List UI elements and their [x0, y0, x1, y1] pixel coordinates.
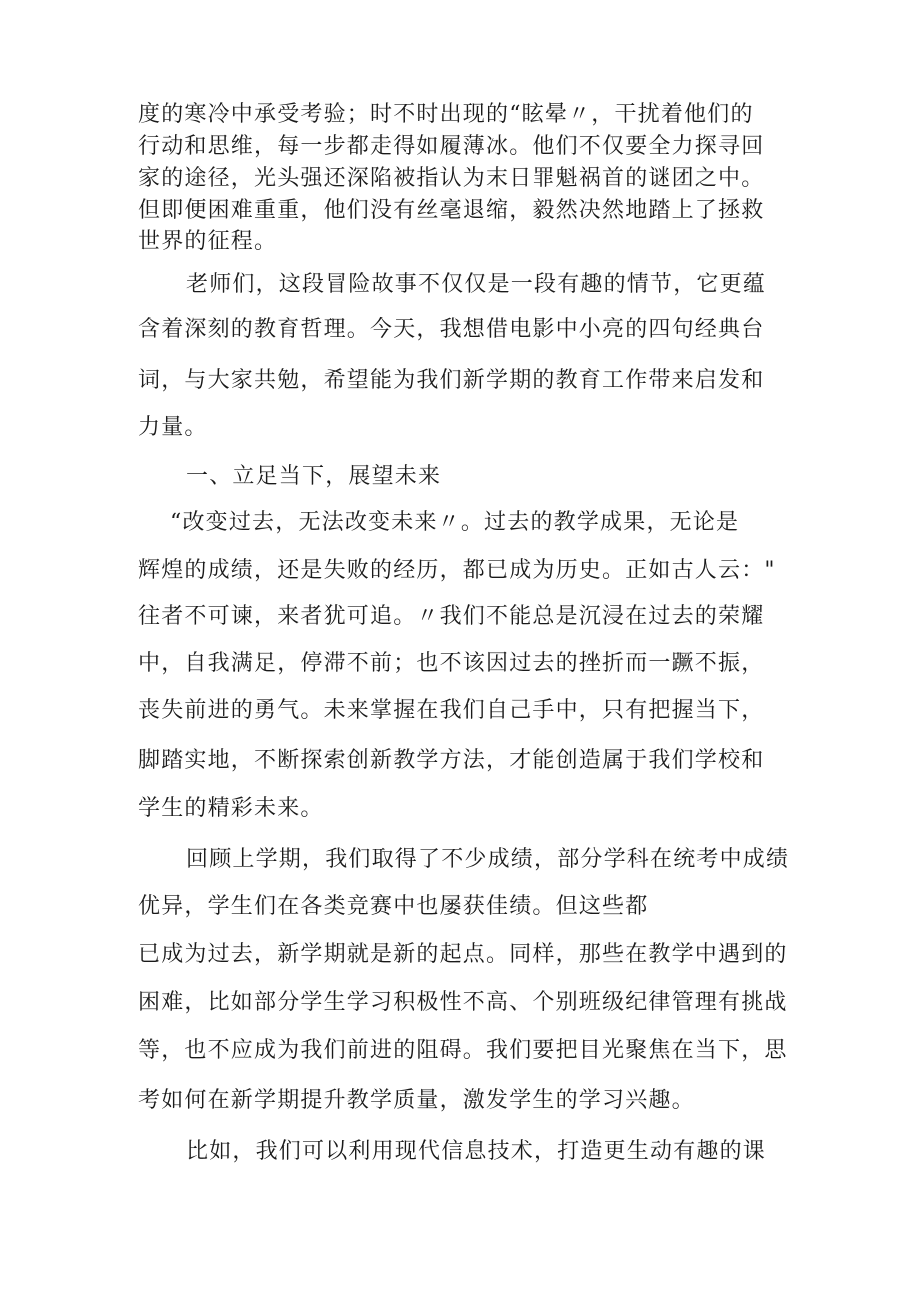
paragraph-line: 困难，比如部分学生学习积极性不高、个别班级纪律管理有挑战 [138, 990, 788, 1015]
paragraph-line: 脚踏实地，不断探索创新教学方法，才能创造属于我们学校和 [138, 748, 765, 773]
paragraph-line: 力量。 [138, 415, 208, 440]
paragraph-line: 优异，学生们在各类竞赛中也屡获佳绩。但这些都 [138, 894, 649, 919]
paragraph-line: 中，自我满足，停滞不前；也不该因过去的挫折而一蹶不振， [138, 651, 765, 676]
paragraph-line: 家的途径，光头强还深陷被指认为末日罪魁祸首的谜团之中。 [138, 166, 765, 191]
section-heading: 一、立足当下，展望未来 [186, 464, 442, 489]
paragraph-line: 丧失前进的勇气。未来掌握在我们自己手中，只有把握当下， [138, 698, 765, 723]
paragraph-line: 词，与大家共勉，希望能为我们新学期的教育工作带来启发和 [138, 368, 765, 393]
paragraph-line: 含着深刻的教育哲理。今天，我想借电影中小亮的四句经典台 [138, 317, 765, 342]
paragraph-line: 等，也不应成为我们前进的阻碍。我们要把目光聚焦在当下，思 [138, 1038, 788, 1063]
paragraph-line: 回顾上学期，我们取得了不少成绩，部分学科在统考中成绩 [186, 847, 790, 872]
paragraph-line: 已成为过去，新学期就是新的起点。同样，那些在教学中遇到的 [138, 942, 788, 967]
paragraph-line: 往者不可谏，来者犹可追。〃我们不能总是沉浸在过去的荣耀 [138, 604, 765, 629]
paragraph-line: 辉煌的成绩，还是失败的经历，都已成为历史。正如古人云：" [138, 558, 776, 583]
paragraph-line: 但即便困难重重，他们没有丝毫退缩，毅然决然地踏上了拯救 [138, 198, 765, 223]
paragraph-line: 度的寒冷中承受考验；时不时出现的“眩晕〃，干扰着他们的 [138, 102, 754, 127]
paragraph-line: 学生的精彩未来。 [138, 796, 324, 821]
paragraph-line: 考如何在新学期提升教学质量，激发学生的学习兴趣。 [138, 1088, 695, 1113]
paragraph-line: 行动和思维，每一步都走得如履薄冰。他们不仅要全力探寻回 [138, 134, 765, 159]
paragraph-line: 老师们，这段冒险故事不仅仅是一段有趣的情节，它更蕴 [186, 272, 767, 297]
paragraph-line: “改变过去，无法改变未来〃。过去的教学成果，无论是 [170, 510, 740, 535]
paragraph-line: 比如，我们可以利用现代信息技术，打造更生动有趣的课 [186, 1139, 767, 1164]
paragraph-line: 世界的征程。 [138, 229, 278, 254]
